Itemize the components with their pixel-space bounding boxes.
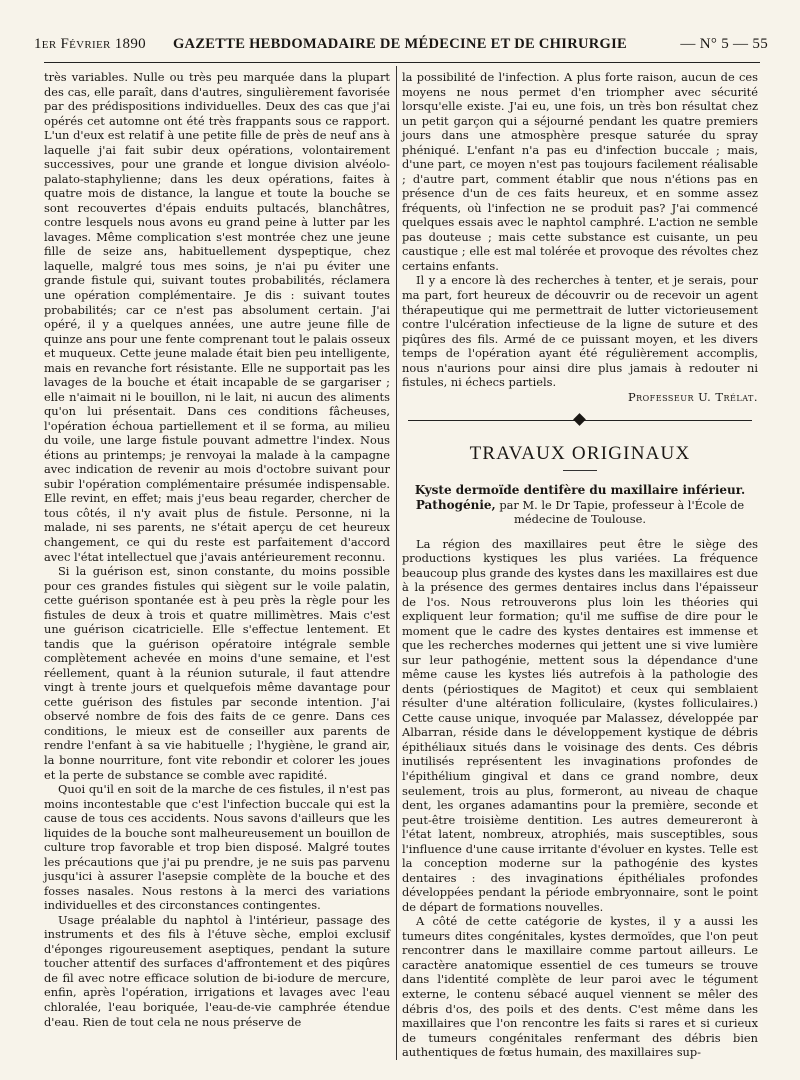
signature-text: Professeur U. Trélat. [627,389,758,404]
article-heading [406,483,754,526]
diamond-ornament-icon [573,413,586,426]
signature [402,390,758,405]
title-underline [563,470,597,471]
article-author: par M. le Dr Tapie, professeur à l'École de médecine de Toulouse. [499,498,745,526]
header-rule [44,62,760,63]
section-separator [408,414,752,428]
paragraph: Quoi qu'il en soit de la marche de ces fistules, il n'est pas moins incontestable que c'est l'infection buccale qui est la cause de tous ces accidents. Nous savons d'ailleurs que les liquides de la bouche sont malheureusement un bouillon de culture trop favorable et trop bien disposé. Malgré toutes les précautions que j'ai pu prendre, je ne suis pas parvenu jusqu'ici à assurer l'asepsie complète de la bouche et des fosses nasales. Nous restons à la merci des variations individuelles et des circonstances contingentes. [44,782,390,913]
right-column [402,70,758,1060]
paragraph: Usage préalable du naphtol à l'intérieur, passage des instruments et des fils à l'étuve sèche, emploi exclusif d'éponges rigoureusement aseptiques, pendant la suture toucher attentif des surfaces d'affrontement et des piqûres de fil avec notre efficace solution de bi-iodure de mercure, enfin, après l'opération, irrigations et lavages avec l'eau chloralée, l'eau boriquée, l'eau-de-vie camphrée étendue d'eau. Rien de tout cela ne nous préserve de [44,912,390,1029]
paragraph: A côté de cette catégorie de kystes, il y a aussi les tumeurs dites congénitales, kystes dermoïdes, que l'on peut rencontrer dans le maxillaire comme partout ailleurs. Le caractère anatomique essentiel de ces tumeurs se trouve dans l'identité complète de leur paroi avec le tégument externe, le contenu sébacé auquel viennent se mêler des débris d'os, des poils et des dents. C'est même dans les maxillaires que l'on rencontre les faits si rares et si curieux de tumeurs congénitales renfermant des débris bien authentiques de fœtus humain, des maxillaires sup- [402,914,758,1060]
paragraph: Il y a encore là des recherches à tenter, et je serais, pour ma part, fort heureux de découvrir ou de recevoir un agent thérapeutique qui me permettrait de lutter victorieusement contre l'ulcération infectieuse de la ligne de suture et des piqûres des fils. Armé de ce puissant moyen, et les divers temps de l'opération ayant été régulièrement accomplis, nous n'aurions pour ainsi dire plus jamais à redouter ni fistules, ni échecs partiels. [402,273,758,390]
paragraph: La région des maxillaires peut être le siège des productions kystiques les plus variées. La fréquence beaucoup plus grande des kystes dans les maxillaires est due à la présence des germes dentaires inclus dans l'épaisseur de l'os. Nous retrouverons plus loin les théories qui expliquent leur formation; qu'il me suffise de dire pour le moment que le cadre des kystes dentaires est immense et que les recherches modernes qui jettent une si vive lumière sur leur pathogénie, mettent sous la dépendance d'une même cause les kystes liés autrefois à la pathologie des dents (périostiques de Magitot) et ceux qui semblaient résulter d'une altération folliculaire, (kystes folliculaires.) Cette cause unique, invoquée par Malassez, développée par Albarran, réside dans le développement kystique de débris épithéliaux situés dans le voisinage des dents. Ces débris inutilisés représentent les invaginations profondes de l'épithélium gingival et dans ce grand nombre, deux seulement, trois au plus, formeront, au niveau de chaque dent, les organes adamantins pour la première, seconde et peut-être troisième dentition. Les autres demeureront à l'état latent, nombreux, atrophiés, mais susceptibles, sous l'influence d'une cause irritante d'évoluer en kystes. Telle est la conception moderne sur la pathogénie des kystes dentaires : des invaginations épithéliales profondes développées pendant la période embryonnaire, sont le point de départ de formations nouvelles. [402,536,758,914]
article-title: Kyste dermoïde dentifère du maxillaire inférieur. Pathogénie, [414,483,746,513]
page-number: — N° 5 — 55 [680,36,768,52]
paragraph: Si la guérison est, sinon constante, du moins possible pour ces grandes fistules qui siègent sur le voile palatin, cette guérison spontanée est à peu près la règle pour les fistules de deux à trois et quatre millimètres. Mais c'est une guérison cicatricielle. Elle s'effectue lentement. Et tandis que la guérison opératoire intégrale semble complètement achevée en moins d'une semaine, et l'est réellement, quant à la réunion suturale, il faut attendre vingt à trente jours et quelquefois même davantage pour cette guérison des fistules par seconde intention. J'ai observé nombre de fois des faits de ce genre. Dans ces conditions, le mieux est de conseiller aux parents de rendre l'enfant à sa vie habituelle ; l'hygiène, le grand air, la bonne nourriture, font vite rebondir et colorer les joues et la perte de substance se comble avec rapidité. [44,564,390,782]
section-title: TRAVAUX ORIGINAUX [469,443,691,465]
paragraph: très variables. Nulle ou très peu marquée dans la plupart des cas, elle paraît, dans d'autres, singulièrement favorisée par des prédispositions individuelles. Deux des cas que j'ai opérés cet automne ont été très frappants sous ce rapport. L'un d'eux est relatif à une petite fille de près de neuf ans à laquelle j'ai fait subir deux opérations, volontairement successives, pour une grande et longue division alvéolo-palato-staphylienne; dans les deux opérations, faites à quatre mois de distance, la langue et toute la bouche se sont recouvertes d'épais enduits pultacés, blanchâtres, contre lesquels nous avons eu grand peine à lutter par les lavages. Même complication s'est montrée chez une jeune fille de seize ans, habituellement dyspeptique, chez laquelle, malgré tous mes soins, je n'ai pu éviter une grande fistule qui, suivant toutes probabilités, réclamera une opération complémentaire. Je dis : suivant toutes probabilités; car ce n'est pas absolument certain. J'ai opéré, il y a quelques années, une autre jeune fille de quinze ans pour une fente comprenant tout le palais osseux et muqueux. Cette jeune malade était bien peu intelligente, mais en revanche fort résistante. Elle ne supportait pas les lavages de la bouche et était incapable de se gargariser ; elle n'aimait ni le bouillon, ni le lait, ni aucun des aliments qu'on lui présentait. Dans ces conditions fâcheuses, l'opération échoua partiellement et il se forma, au milieu du voile, une large fistule pouvant admettre l'index. Nous étions au printemps; je renvoyai la malade à la campagne avec indication de revenir au mois d'octobre suivant pour subir l'opération complémentaire présumée indispensable. Elle revint, en effet; mais j'eus beau regarder, chercher de tous côtés, il n'y avait plus de fistule. Personne, ni la malade, ni ses parents, ne s'était aperçu de cet heureux changement, ce qui du reste est parfaitement d'accord avec l'état intellectuel que j'avais antérieurement reconnu. [44,70,390,564]
running-header [28,34,772,58]
journal-title: GAZETTE HEBDOMADAIRE DE MÉDECINE ET DE CHIRURGIE [172,36,628,52]
header-date: 1er Février 1890 [34,36,146,52]
paragraph: la possibilité de l'infection. A plus forte raison, aucun de ces moyens ne nous permet d'en triompher avec sécurité lorsqu'elle existe. J'ai eu, une fois, un très bon résultat chez un petit garçon qui a séjourné pendant les quatre premiers jours dans une atmosphère presque saturée du spray phéniqué. L'enfant n'a pas eu d'infection buccale ; mais, d'une part, ce moyen n'est pas toujours facilement réalisable ; d'autre part, comment établir que nous n'étions pas en présence d'un de ces faits heureux, et en somme assez fréquents, où l'infection ne se produit pas? J'ai commencé quelques essais avec le naphtol camphré. L'action ne semble pas douteuse ; mais cette substance est cuisante, un peu caustique ; elle est mal tolérée et provoque des révoltes chez certains enfants. [402,70,758,273]
left-column [44,70,390,1060]
column-divider [396,66,397,1060]
